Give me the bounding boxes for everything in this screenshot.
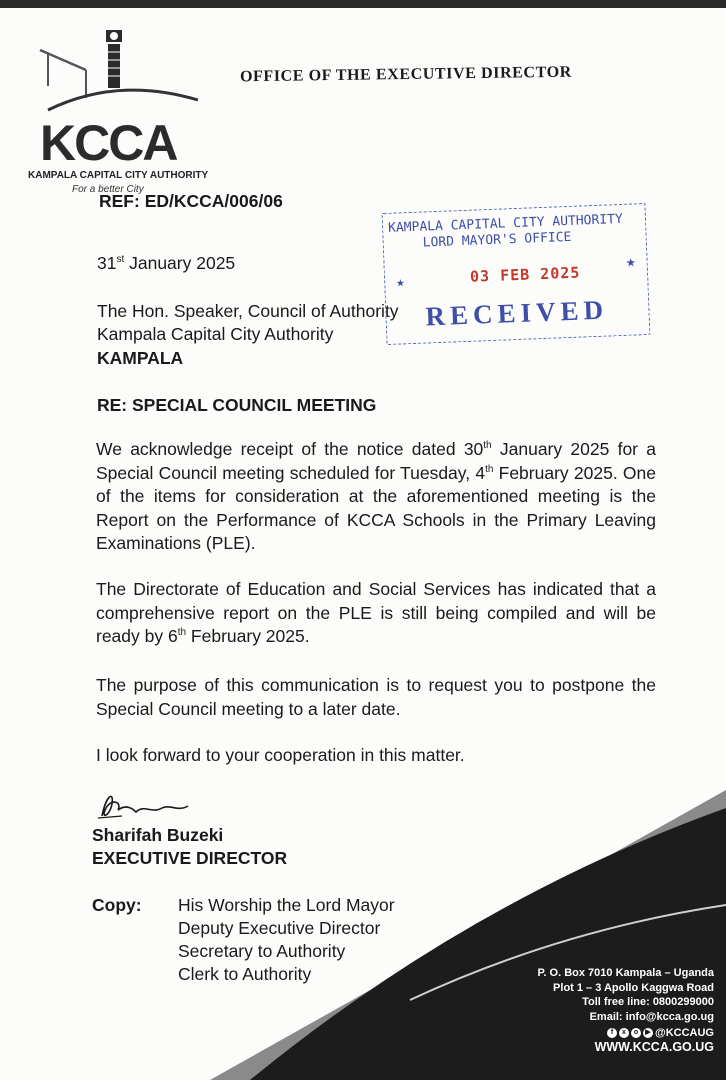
recipient-line-1: The Hon. Speaker, Council of Authority (97, 301, 399, 321)
facebook-icon: f (607, 1028, 617, 1038)
recipient-line-2: Kampala Capital City Authority (97, 324, 334, 344)
subject-line: RE: SPECIAL COUNCIL MEETING (97, 395, 377, 415)
instagram-icon: o (631, 1028, 641, 1038)
date-suffix: st (116, 254, 125, 266)
logo-org-name: KAMPALA CAPITAL CITY AUTHORITY (28, 170, 209, 181)
copy-item-4: Clerk to Authority (178, 964, 312, 984)
stamp-received: RECEIVED (424, 294, 609, 332)
logo-wordmark: KCCA (40, 115, 177, 171)
p1-text-c: February 2025. One of the items for consideration at the aforementioned meeting is the Report on the Performance of KCCA Schools in the Primary Leaving Examinations (PLE). (96, 462, 656, 553)
p2-text-b: February 2025. (186, 626, 310, 646)
x-icon: x (619, 1028, 629, 1038)
reference: REF: ED/KCCA/006/06 (99, 191, 283, 211)
footer-tollfree: Toll free line: 0800299000 (582, 996, 714, 1008)
stamp-org: KAMPALA CAPITAL CITY AUTHORITY (387, 211, 624, 236)
footer-contact (538, 966, 714, 1055)
signatory-title: EXECUTIVE DIRECTOR (92, 848, 288, 868)
footer-social[interactable] (607, 1026, 714, 1041)
social-handle: @KCCAUG (654, 1026, 714, 1039)
stamp-date: 03 FEB 2025 (469, 263, 581, 286)
paragraph-4: I look forward to your cooperation in this matter. (96, 745, 465, 765)
signatory-name: Sharifah Buzeki (92, 825, 224, 845)
p1-sup-1: th (483, 440, 492, 452)
footer-website[interactable]: WWW.KCCA.GO.UG (594, 1040, 714, 1055)
youtube-icon: ▶ (643, 1028, 653, 1038)
p1-text-a: We acknowledge receipt of the notice dated 30 (96, 439, 484, 459)
recipient-line-3: KAMPALA (97, 348, 184, 368)
copy-item-2: Deputy Executive Director (178, 918, 381, 938)
footer-address-2: Plot 1 – 3 Apollo Kaggwa Road (553, 981, 714, 994)
logo-tagline: For a better City (72, 184, 144, 195)
paragraph-3: The purpose of this communication is to request you to postpone the Special Council meeting to a later date. (96, 675, 656, 719)
star-icon: ★ (625, 251, 636, 271)
copy-item-3: Secretary to Authority (178, 941, 346, 961)
date-month-year: January 2025 (124, 253, 236, 273)
star-icon: ★ (395, 274, 405, 291)
p2-text-a: The Directorate of Education and Social Services has indicated that a comprehensive report on the PLE is still being compiled and will be ready by 6 (96, 579, 656, 646)
p2-sup: th (177, 627, 187, 639)
copy-item-1: His Worship the Lord Mayor (178, 895, 395, 915)
stamp-office: LORD MAYOR'S OFFICE (422, 229, 572, 251)
footer-address-1: P. O. Box 7010 Kampala – Uganda (537, 967, 714, 979)
office-heading: OFFICE OF THE EXECUTIVE DIRECTOR (239, 63, 572, 86)
p1-text-b: January 2025 for a Special Council meeting scheduled for Tuesday, 4 (96, 439, 656, 483)
date-day: 31 (97, 253, 117, 273)
p1-sup-2: th (485, 463, 494, 475)
copy-label: Copy: (92, 895, 142, 915)
footer-email[interactable]: Email: info@kcca.go.ug (589, 1010, 714, 1023)
